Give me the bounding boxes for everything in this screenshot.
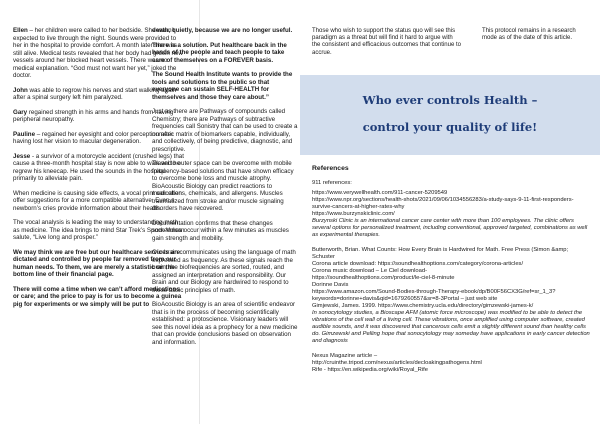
ref-corona-music: Corona music download – Le Ciel download- [312,268,428,274]
banner-line-2: control your quality of life! [362,120,538,134]
paragraph-guinea-pig: There will come a time when we can’t afford medications or care; and the price to pay is for us to become a guinea pig for experiments or we simply will be put to [13,285,182,308]
ref-burzynski-note: Burzynski Clinic is an international cancer care center with more than 100 employees. The clinic offers several options for personalized treatment, including conventional, approved targeted, combinations as well as experimental therapies. [312,218,588,238]
ref-butterworth: Butterworth, Brian. What Counts: How Every Brain is Hardwired for Math. Free Press (Simon &amp; Schuster [312,247,569,260]
ref-911: 911 references: [312,180,352,186]
ref-link[interactable]: https://www.npr.org/sections/health-shots/2021/09/06/1034556283/a-study-says-9-11-first-responders-survive-cancers-at-higher-rates-why [312,197,574,210]
paragraph-side-effects: When medicine is causing side effects, a vocal print can often offer suggestions for a more compatible alternative. Even a newborn’s cries provide information about their health. [13,189,182,212]
paragraph-healthcare-control: We may think we are free but our healthcare services are dictated and controlled by people far removed from our human needs. To them, we are merely a statistic on the bottom line of their financial page. [13,248,181,278]
name-ellen: Ellen [13,27,28,34]
ref-link[interactable]: https://soundhealthoptions.com/product/le-ciel-8-minute [312,275,455,281]
text-john: was able to regrow his nerves and start walking again after a spinal surgery left him paralyzed. [13,86,177,101]
headline-banner [300,75,600,155]
paragraph-sound-health-institute: The Sound Health Institute wants to provide the tools and solutions to the public so that everyone can sustain SELF-HEALTH for themselves and those they care about.” [152,71,293,101]
banner-line-1: Who ever controls Health – [362,93,538,107]
research-mode-note: This protocol remains in a research mode as of the date of this article. [482,28,576,42]
name-pauline: Pauline [13,130,36,138]
ref-link[interactable]: https://www.verywellhealth.com/911-cancer-5209549 [312,190,448,196]
paragraph-outer-space: Travel to outer space can be overcome with mobile frequency-based solutions that have shown efficacy to overcome bone loss and muscle atrophy. BioAcoustic Biology can predict reactions to medications, chemicals, and allergens. Muscles traumatized from stroke and/or muscle signaling disorders have recovered. [152,160,294,212]
text-pauline: – regained her eyesight and color perception after having lost her vision to macular degeneration. [13,130,174,145]
text-ellen: – her children were called to her bedside. She wasn't expected to live through the night. Sounds were provided to her in the hospital to provide comfort. A month later she was still alive. Medical tests revealed that her body had grown new vessels around her blocked heart vessels. There was no medical explanation. “God must not want her yet,” joked the doctor. [13,27,183,79]
name-john: John [13,86,28,94]
ref-sonocytology-note: In sonocytology studies, a Bioscape AFM (atomic force microscope) was modified to be able to detect the vibrations of the cell wall of a living cell. These vibrations, once amplified using computer software, created audible sounds, and it was discovered that cancerous cells emit a slightly different sound than healthy cells do. Gimzewski and Pelling hope that sonocytology may someday have applications in early cancer detection and diagnosis [312,310,590,344]
paragraph-solution: There is a solution. Put healthcare back in the hands of the people and teach people to take care of themselves on a FOREVER basis. [152,41,287,64]
ref-rife[interactable]: Rife - https://en.wikipedia.org/wiki/Royal_Rife [312,367,428,373]
paragraph-vocal-analysis: The vocal analysis is leading the way to understanding math as medicine. The idea brings to mind Star Trek’s Spock Vulcan salute, “Live long and prosper.” [13,219,185,241]
ref-link[interactable]: https://www.burzynskiclinic.com/ [312,211,395,217]
ref-dorinne-davis: Dorinne Davis [312,282,349,288]
ref-link[interactable]: https://www.amazon.com/Sound-Bodies-through-Therapy-ebook/dp/B00F56CX3G/ref=sr_1_3?keywords=dorinne+davis&qid=1679260557&sr=8-3Portal – just web site [312,289,556,302]
references-section [312,165,592,374]
status-quo-note: Those who wish to support the status quo will see this paradigm as a threat but will find it hard to argue with the consistent and efficacious outcomes that continue to accrue. [312,28,461,56]
paragraph-death-quietly: death, quietly, because we are no longer useful. [152,27,293,34]
paragraph-protoscience: BioAcoustic Biology is an area of scientific endeavor that is in the process of becoming scientifically established: a protoscience. Visionary leaders will see this novel idea as a prophecy for a new medicine that can provide conclusions based on observation and information. [152,301,298,346]
ref-link[interactable]: http://cruinthe.tripod.com/nexus/articles/decloakingpathogens.html [312,360,482,366]
text-gary: regained strength in his arms and hands from having peripheral neuropathy. [13,108,174,123]
name-gary: Gary [13,108,28,116]
column-middle [152,0,298,424]
paragraph-brain-math: Our brain communicates using the language of math expressed as frequency. As these signals reach the brain, the biofrequencies are sorted, routed, and assigned an interpretation and responsibility. Our Brain and our Biology are hardwired to respond to these basic principles of math. [152,249,296,294]
text-jesse: - a survivor of a motorcycle accident (crushed legs) that cause a three-month hospital stay is now able to walk and he regrew his kneecap. He used the sounds in the hospital primarily to alleviate pain. [13,152,184,182]
name-jesse: Jesse [13,152,31,160]
paragraph-sonistry: Just as there are Pathways of compounds called Chemistry; there are Pathways of subtractive frequencies call Sonistry that can be used to create a numeric matrix of biomarkers capable, individually, and collectively, of being predictive, diagnostic, and prescriptive. [152,108,298,153]
paragraph-documentation: Documentation confirms that these changes sometimes occur within a few minutes as muscles gain strength and mobility. [152,219,289,242]
ref-corona-article[interactable]: Corona article download: https://soundhealthoptions.com/category/corona-articles/ [312,261,524,267]
ref-gimjewski[interactable]: Gimjewski, James. 1999. https://www.chemistry.ucla.edu/directory/gimzewski-james-k/ [312,303,534,309]
references-title: References [312,165,349,172]
ref-nexus: Nexus Magazine article – [312,353,378,359]
